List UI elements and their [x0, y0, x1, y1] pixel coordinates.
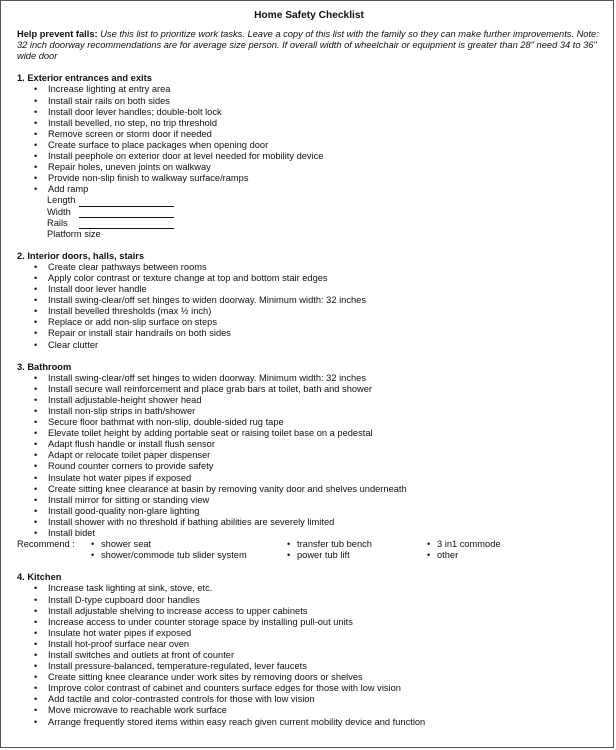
- section-heading: 2. Interior doors, halls, stairs: [17, 250, 145, 261]
- recommend-option: • shower/commode tub slider system: [91, 550, 287, 561]
- section-heading: 3. Bathroom: [17, 361, 72, 372]
- list-item: • Create sitting knee clearance under work sites by removing doors or shelves: [33, 672, 601, 683]
- recommend-option: • power tub lift: [287, 550, 427, 561]
- list-item: • Install swing-clear/off set hinges to widen doorway. Minimum width: 32 inches: [33, 295, 601, 306]
- ramp-platform-label: Platform size: [47, 228, 101, 239]
- document-title: Home Safety Checklist: [254, 10, 364, 21]
- list-item: • Install bevelled, no step, no trip threshold: [33, 118, 601, 129]
- ramp-rails-label: Rails: [47, 217, 68, 228]
- list-item: • Install adjustable-height shower head: [33, 395, 601, 406]
- section-interior: [17, 251, 601, 351]
- ramp-length-line: [79, 198, 174, 207]
- list-item: • Install bidet: [33, 528, 601, 539]
- recommend-row: [17, 539, 601, 561]
- recommend-col-2: [287, 539, 427, 561]
- intro-paragraph: [17, 29, 601, 62]
- list-item: • Install non-slip strips in bath/shower: [33, 406, 601, 417]
- list-item: • Install door lever handle: [33, 284, 601, 295]
- ramp-width-row: [47, 207, 601, 218]
- list-item: • Create clear pathways between rooms: [33, 262, 601, 273]
- list-item: • Remove screen or storm door if needed: [33, 129, 601, 140]
- list-item: • Install secure wall reinforcement and place grab bars at toilet, bath and shower: [33, 384, 601, 395]
- list-item: • Install door lever handles; double-bolt lock: [33, 107, 601, 118]
- list-item: • Replace or add non-slip surface on steps: [33, 317, 601, 328]
- list-item: • Provide non-slip finish to walkway surface/ramps: [33, 173, 601, 184]
- list-item: • Add ramp: [33, 184, 601, 195]
- ramp-length-row: [47, 195, 601, 206]
- ramp-rails-row: [47, 218, 601, 229]
- list-item: • Move microwave to reachable work surface: [33, 705, 601, 716]
- section-exterior: [17, 73, 601, 239]
- list-item: • Install D-type cupboard door handles: [33, 595, 601, 606]
- intro-text: Use this list to prioritize work tasks. Leave a copy of this list with the family so they can make further improvements. Note: 32 inch doorway recommendations are for average size person. If overall width of wheelchair or equipment is greater than 28" need 34 to 36" wide door: [17, 29, 599, 62]
- section-bathroom: [17, 362, 601, 562]
- section-heading: 4. Kitchen: [17, 572, 62, 583]
- list-item: • Install hot-proof surface near oven: [33, 639, 601, 650]
- intro-lead: Help prevent falls:: [17, 29, 98, 40]
- section-kitchen: [17, 572, 601, 727]
- list-item: • Apply color contrast or texture change at top and bottom stair edges: [33, 273, 601, 284]
- list-item: • Increase task lighting at sink, stove, etc.: [33, 583, 601, 594]
- list-item: • Create sitting knee clearance at basin by removing vanity door and shelves underneath: [33, 484, 601, 495]
- list-item: • Insulate hot water pipes if exposed: [33, 628, 601, 639]
- list-item: • Increase access to under counter storage space by installing pull-out units: [33, 617, 601, 628]
- list-item: • Add tactile and color-contrasted controls for those with low vision: [33, 694, 601, 705]
- list-item: • Install adjustable shelving to increase access to upper cabinets: [33, 606, 601, 617]
- recommend-option: • shower seat: [91, 539, 287, 550]
- list-item: • Repair or install stair handrails on both sides: [33, 328, 601, 339]
- list-item: • Adapt or relocate toilet paper dispenser: [33, 450, 601, 461]
- item-list: [17, 262, 601, 351]
- list-item: • Increase lighting at entry area: [33, 84, 601, 95]
- list-item: • Install pressure-balanced, temperature-regulated, lever faucets: [33, 661, 601, 672]
- list-item: • Arrange frequently stored items within easy reach given current mobility device and function: [33, 717, 601, 728]
- ramp-width-label: Width: [47, 206, 71, 217]
- item-list: [17, 84, 601, 195]
- recommend-option: • 3 in1 commode: [427, 539, 501, 550]
- list-item: • Install bevelled thresholds (max ½ inch): [33, 306, 601, 317]
- recommend-col-3: [427, 539, 501, 561]
- item-list: [17, 583, 601, 727]
- section-heading: 1. Exterior entrances and exits: [17, 73, 152, 84]
- list-item: • Elevate toilet height by adding portable seat or raising toilet base on a pedestal: [33, 428, 601, 439]
- recommend-option: • other: [427, 550, 501, 561]
- list-item: • Install shower with no threshold if bathing abilities are severely limited: [33, 517, 601, 528]
- recommend-label: Recommend :: [17, 539, 75, 550]
- ramp-fields: [17, 195, 601, 239]
- ramp-length-label: Length: [47, 195, 76, 206]
- list-item: • Install stair rails on both sides: [33, 96, 601, 107]
- list-item: • Round counter corners to provide safety: [33, 461, 601, 472]
- list-item: • Insulate hot water pipes if exposed: [33, 473, 601, 484]
- list-item: • Repair holes, uneven joints on walkway: [33, 162, 601, 173]
- ramp-rails-line: [79, 220, 174, 229]
- item-list: [17, 373, 601, 539]
- ramp-width-line: [79, 209, 174, 218]
- list-item: • Clear clutter: [33, 340, 601, 351]
- list-item: • Install mirror for sitting or standing view: [33, 495, 601, 506]
- list-item: • Improve color contrast of cabinet and counters surface edges for those with low vision: [33, 683, 601, 694]
- list-item: • Install peephole on exterior door at level needed for mobility device: [33, 151, 601, 162]
- list-item: • Adapt flush handle or install flush sensor: [33, 439, 601, 450]
- list-item: • Secure floor bathmat with non-slip, double-sided rug tape: [33, 417, 601, 428]
- list-item: • Install switches and outlets at front of counter: [33, 650, 601, 661]
- recommend-col-1: [91, 539, 287, 561]
- list-item: • Create surface to place packages when opening door: [33, 140, 601, 151]
- list-item: • Install good-quality non-glare lighting: [33, 506, 601, 517]
- ramp-platform-row: [47, 229, 601, 240]
- list-item: • Install swing-clear/off set hinges to widen doorway. Minimum width: 32 inches: [33, 373, 601, 384]
- recommend-option: • transfer tub bench: [287, 539, 427, 550]
